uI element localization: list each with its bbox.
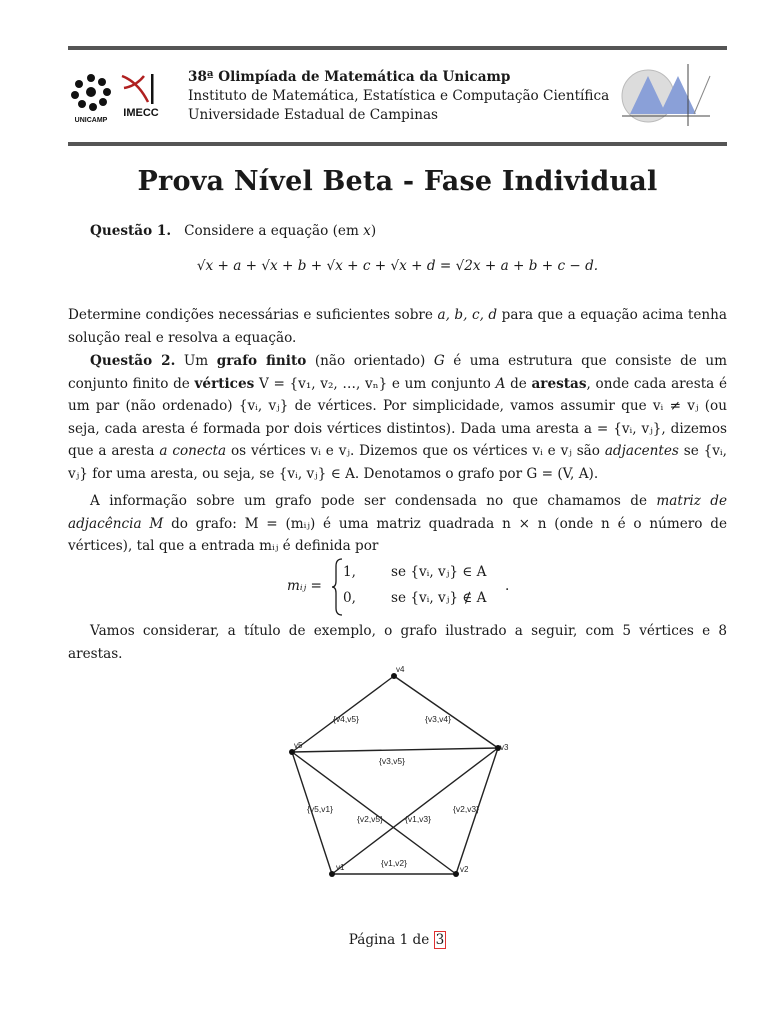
question-1-intro: Questão 1. Considere a equação (em x) <box>90 223 377 239</box>
graph-edge-label: {v3,v4} <box>425 714 451 724</box>
graph-vertex-v2 <box>453 871 459 877</box>
institution-header <box>188 68 609 125</box>
total-pages-link[interactable]: 3 <box>435 932 445 948</box>
graph-vertex-label: v3 <box>500 743 509 752</box>
cases-lhs: mᵢⱼ = <box>287 578 322 594</box>
graph-edge-label: {v3,v5} <box>379 756 405 766</box>
graph-edge-v3-v4 <box>394 676 498 748</box>
graph-edge-label: {v2,v5} <box>357 814 383 824</box>
cases-row2-value: 0, <box>343 590 356 606</box>
imecc-logo <box>118 72 164 124</box>
adjacency-definition: mᵢⱼ = 1, se {vᵢ, vⱼ} ∈ A 0, se {vᵢ, vⱼ} ∉ A . <box>287 558 547 616</box>
unicamp-logo-text: UNICAMP <box>74 117 108 124</box>
question-2-label: Questão 2. <box>90 353 176 369</box>
graph-edge-label: {v2,v3} <box>453 804 479 814</box>
cases-row1-condition: se {vᵢ, vⱼ} ∈ A <box>391 564 487 580</box>
imecc-logo-text: IMECC <box>123 107 159 119</box>
question-1-equation: √x + a + √x + b + √x + c + √x + d = √2x + a + b + c − d. <box>196 258 599 274</box>
graph-vertex-label: v1 <box>336 863 345 872</box>
university-name: Universidade Estadual de Campinas <box>188 107 439 123</box>
graph-vertex-label: v4 <box>396 665 405 674</box>
question-1-task: Determine condições necessárias e suficientes sobre a, b, c, d para que a equação acima tenha solução real e resolva a equação. <box>68 307 727 346</box>
graph-edge-label: {v1,v3} <box>405 814 431 824</box>
question-2-paragraph: Questão 2. Um grafo finito (não orientado) G é uma estrutura que consiste de um conjunto finito de vértices V = {v₁, v₂, …, vₙ} e um conjunto A de arestas, onde cada aresta é um par (não ordenado) {vᵢ, vⱼ} de vértices. Por simplicidade, vamos assumir que vᵢ ≠ vⱼ (ou seja, cada aresta é formada por dois vértices distintos). Dada uma aresta a = {vᵢ, vⱼ}, dizemos que a aresta a conecta os vértices vᵢ e vⱼ. Dizemos que os vértices vᵢ e vⱼ são adjacentes se {vᵢ, vⱼ} for uma aresta, ou seja, se {vᵢ, vⱼ} ∈ A. Denotamos o grafo por G = (V, A). <box>68 353 727 482</box>
header-bottom-rule <box>68 142 727 146</box>
graph-edge-label: {v1,v2} <box>381 858 407 868</box>
graph-vertex-v1 <box>329 871 335 877</box>
document-title: Prova Nível Beta - Fase Individual <box>137 166 658 197</box>
graph-edge-label: {v5,v1} <box>307 804 333 814</box>
page-number-text: Página 1 de <box>348 932 434 948</box>
graph-edge-label: {v4,v5} <box>333 714 359 724</box>
graph-vertex-label: v5 <box>294 741 303 750</box>
graph-vertex-label: v2 <box>460 865 469 874</box>
unicamp-logo <box>66 70 116 126</box>
cases-brace <box>331 558 343 616</box>
graph-intro-paragraph: Vamos considerar, a título de exemplo, o grafo ilustrado a seguir, com 5 vértices e 8 arestas. <box>68 623 727 662</box>
institute-name: Instituto de Matemática, Estatística e Computação Científica <box>188 88 610 104</box>
question-1-label: Questão 1. <box>90 223 172 239</box>
adjacency-matrix-paragraph: A informação sobre um grafo pode ser condensada no que chamamos de matriz de adjacência M do grafo: M = (mᵢⱼ) é uma matriz quadrada n × n (onde n é o número de vértices), tal que a entrada mᵢⱼ é definida por <box>68 493 727 555</box>
header-top-rule <box>68 46 727 50</box>
olympiad-title: 38ª Olimpíada de Matemática da Unicamp <box>188 69 511 85</box>
graph-edge-v3-v5 <box>292 748 498 752</box>
example-graph <box>280 660 520 890</box>
cases-row1-value: 1, <box>343 564 356 580</box>
olympiad-logo <box>620 62 712 128</box>
page-footer <box>68 932 727 948</box>
cases-row2-condition: se {vᵢ, vⱼ} ∉ A <box>391 590 487 606</box>
